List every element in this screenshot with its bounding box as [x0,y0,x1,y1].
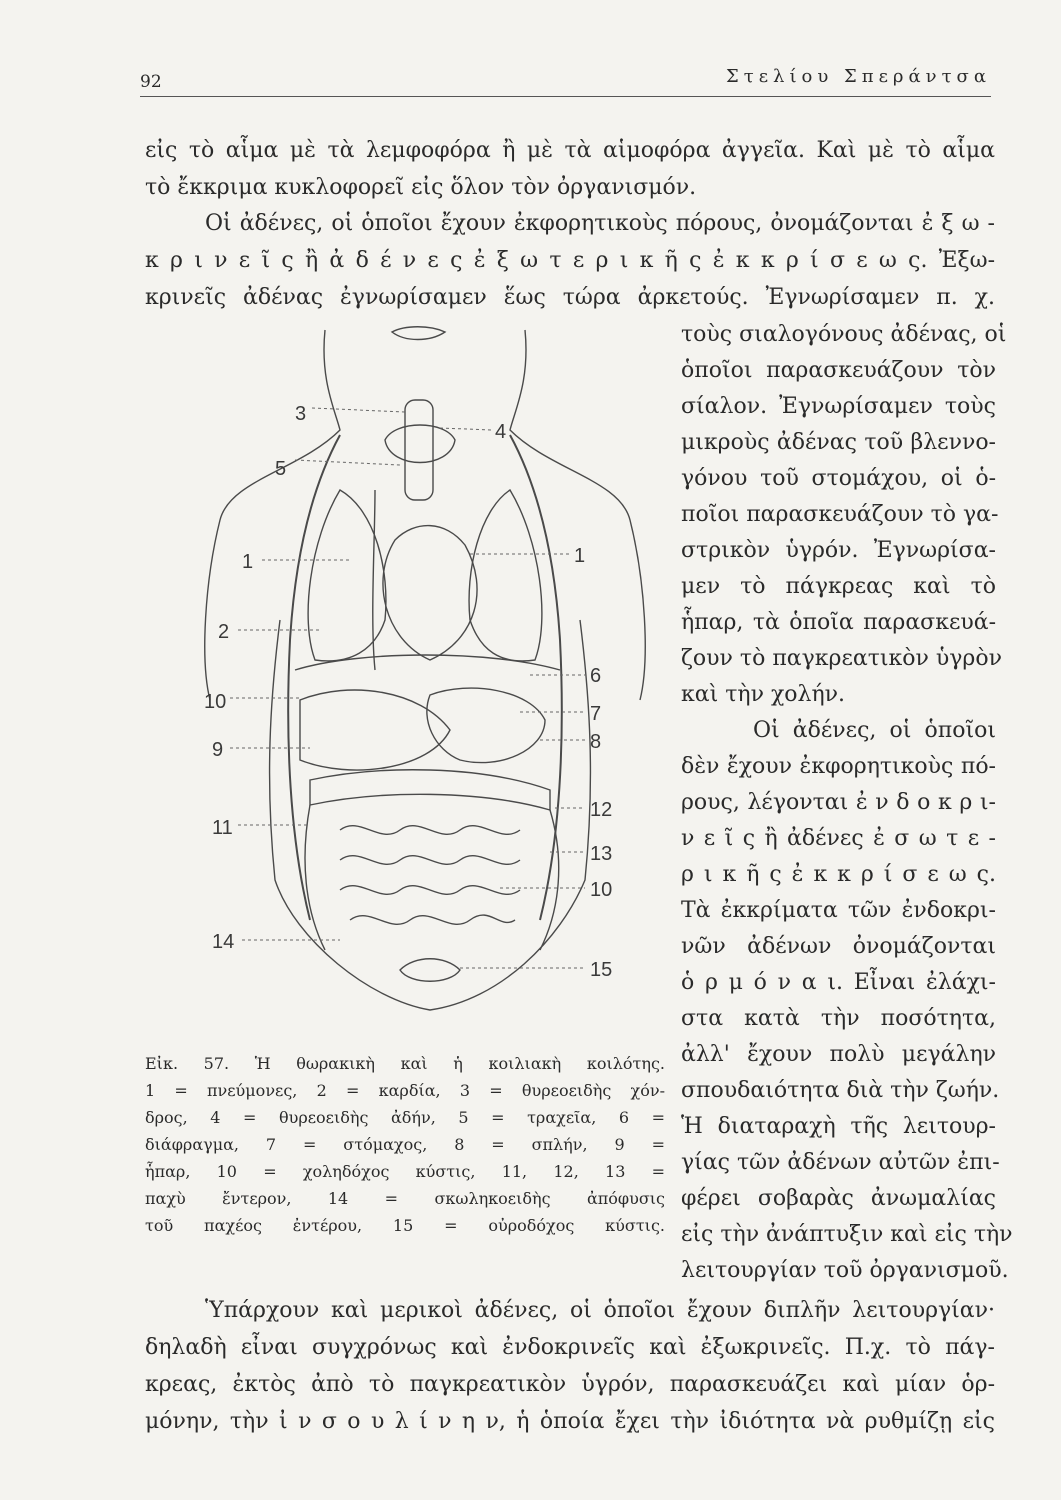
body-line: δηλαδὴ εἶναι συγχρόνως καὶ ἐνδοκρινεῖς καὶ ἐξωκρινεῖς. Π.χ. τὸ πάγ- [145,1335,995,1360]
diaphragm [295,655,560,670]
side-line: δὲν ἔχουν ἐκφορητικοὺς πό- [681,754,996,779]
label-5: 5 [275,458,287,480]
label-1-right: 1 [574,545,586,567]
side-line: ν ε ῖ ς ἢ ἀδένες ἐ σ ω τ ε - [681,826,996,851]
running-head: Στελίου Σπεράντσα [726,66,991,87]
side-line: ζουν τὸ παγκρεατικὸν ὑγρὸν [681,646,1002,671]
figure-caption-line: παχὺ ἔντερον, 14 = σκωληκοειδὴς ἀπόφυσις [145,1189,665,1208]
cavity-left-wall [288,435,340,920]
side-line: σπουδαιότητα διὰ τὴν ζωήν. [681,1078,1000,1103]
body-line: κ ρ ι ν ε ῖ ς ἢ ἀ δ έ ν ε ς ἐ ξ ω τ ε ρ ι κ ῆ ς ἐ κ κ ρ ί σ ε ω ς. Ἐξω- [145,248,995,273]
label-10-left: 10 [204,691,227,713]
body-line: κρινεῖς ἀδένας ἐγνωρίσαμεν ἕως τώρα ἀρκετούς. Ἐγνωρίσαμεν π. χ. [145,285,995,310]
side-line: Οἱ ἀδένες, οἱ ὁποῖοι [753,718,996,743]
torso-outline [205,330,645,700]
anatomy-figure [200,320,650,1040]
label-7: 7 [590,703,602,725]
thyroid [385,425,455,463]
stomach [427,688,545,762]
label-4: 4 [495,421,507,443]
leader-lines [230,408,585,968]
side-line: Ἡ διαταραχὴ τῆς λειτουρ- [681,1114,996,1139]
figure-caption-line: διάφραγμα, 7 = στόμαχος, 8 = σπλήν, 9 = [145,1135,665,1154]
side-line: ἀλλ' ἔχουν πολὺ μεγάλην [681,1042,996,1067]
body-line: μόνην, τὴν ἰ ν σ ο υ λ ί ν η ν, ἡ ὁποία ἔχει τὴν ἰδιότητα νὰ ρυθμίζῃ εἰς [145,1409,995,1434]
side-line: καὶ τὴν χολήν. [681,682,846,707]
body-line: κρεας, ἐκτὸς ἀπὸ τὸ παγκρεατικὸν ὑγρόν, παρασκευάζει καὶ μίαν ὁρ- [145,1372,995,1397]
label-15: 15 [590,959,613,981]
label-13: 13 [590,843,613,865]
body-line: Ὑπάρχουν καὶ μερικοὶ ἀδένες, οἱ ὁποῖοι ἔχουν διπλῆν λειτουργίαν· [205,1298,995,1323]
page-number: 92 [140,72,162,92]
right-lung [469,490,542,661]
label-3: 3 [295,403,307,425]
trachea [405,400,433,500]
body-line: εἰς τὸ αἷμα μὲ τὰ λεμφοφόρα ἢ μὲ τὰ αἱμοφόρα ἀγγεῖα. Καὶ μὲ τὸ αἷμα [145,138,995,163]
side-line: λειτουργίαν τοῦ ὀργανισμοῦ. [681,1258,1009,1283]
body-line: τὸ ἔκκριμα κυκλοφορεῖ εἰς ὅλον τὸν ὀργανισμόν. [145,175,697,200]
figure-caption-line: 1 = πνεύμονες, 2 = καρδία, 3 = θυρεοειδὴς χόν- [145,1081,665,1100]
label-11: 11 [212,817,233,839]
bladder [400,959,460,982]
heart [383,526,477,660]
side-line: ποῖοι παρασκευάζουν τὸ γα- [681,502,999,527]
side-line: νῶν ἀδένων ὀνομάζονται [681,934,996,959]
side-line: φέρει σοβαρὰς ἀνωμαλίας [681,1186,996,1211]
side-line: γόνου τοῦ στομάχου, οἱ ὁ- [681,466,996,491]
side-line: στρικὸν ὑγρόν. Ἐγνωρίσα- [681,538,996,563]
side-line: ὁποῖοι παρασκευάζουν τὸν [681,358,996,383]
side-line: σίαλον. Ἐγνωρίσαμεν τοὺς [681,394,996,419]
side-line: Τὰ ἐκκρίματα τῶν ἐνδοκρι- [681,898,996,923]
label-8: 8 [590,731,602,753]
figure-caption-line: Εἰκ. 57. Ἡ θωρακικὴ καὶ ἡ κοιλιακὴ κοιλότης. [145,1054,665,1073]
side-line: ρους, λέγονται ἐ ν δ ο κ ρ ι- [681,790,996,815]
header-rule [140,96,991,97]
side-line: τοὺς σιαλογόνους ἀδένας, οἱ [681,322,1007,347]
label-1-left: 1 [242,551,254,573]
cavity-right-wall [510,435,562,920]
ascending-colon [305,805,325,950]
label-12: 12 [590,799,613,821]
figure-caption-line: τοῦ παχέος ἐντέρου, 15 = οὐροδόχος κύστις. [145,1216,665,1235]
label-2: 2 [218,621,230,643]
label-10-right: 10 [590,879,613,901]
label-6: 6 [590,665,602,687]
abdomen-outline [270,620,591,1010]
side-line: γίας τῶν ἀδένων αὐτῶν ἐπι- [681,1150,1000,1175]
side-line: ρ ι κ ῆ ς ἐ κ κ ρ ί σ ε ω ς. [681,862,996,887]
body-line: Οἱ ἀδένες, οἱ ὁποῖοι ἔχουν ἐκφορητικοὺς πόρους, ὀνομάζονται ἐ ξ ω - [205,211,995,236]
side-line: στα κατὰ τὴν ποσότητα, [681,1006,996,1031]
figure-caption-line: ἧπαρ, 10 = χοληδόχος κύστις, 11, 12, 13 = [145,1162,665,1181]
figure-caption-line: δρος, 4 = θυρεοειδὴς ἀδήν, 5 = τραχεῖα, 6 = [145,1108,665,1127]
small-intestine [340,826,520,925]
side-line: εἰς τὴν ἀνάπτυξιν καὶ εἰς τὴν [681,1222,1013,1247]
label-14: 14 [212,931,235,953]
label-9: 9 [212,739,224,761]
side-line: μεν τὸ πάγκρεας καὶ τὸ [681,574,996,599]
transverse-colon [310,770,550,810]
side-line: ἧπαρ, τὰ ὁποῖα παρασκευά- [681,610,996,635]
side-line: μικροὺς ἀδένας τοῦ βλεννο- [681,430,996,455]
aorta [373,490,375,670]
side-line: ὁ ρ μ ό ν α ι. Εἶναι ἐλάχι- [681,970,996,995]
mouth-outline [392,327,445,340]
